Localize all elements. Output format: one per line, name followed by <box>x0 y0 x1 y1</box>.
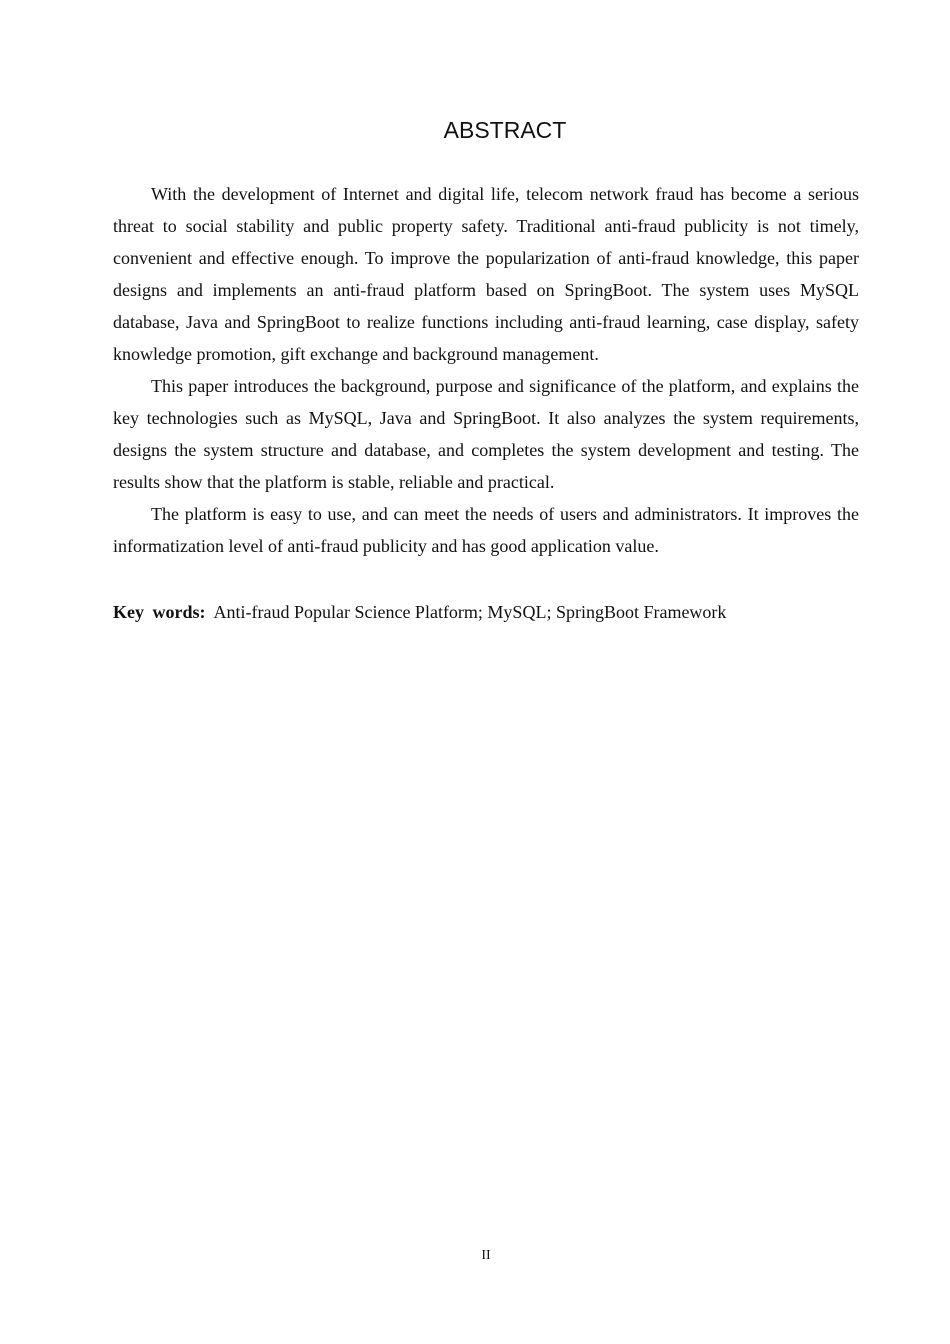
keywords-text: Anti-fraud Popular Science Platform; MySQL; SpringBoot Framework <box>213 602 727 622</box>
abstract-body <box>113 178 859 562</box>
abstract-paragraph-2: This paper introduces the background, purpose and significance of the platform, and explains the key technologies such as MySQL, Java and SpringBoot. It also analyzes the system requirements, designs the system structure and database, and completes the system development and testing. The results show that the platform is stable, reliable and practical. <box>113 376 859 492</box>
keywords-line <box>113 596 859 628</box>
keywords-label: Key words: <box>113 602 206 622</box>
page-number: II <box>481 1248 491 1263</box>
abstract-paragraph-3: The platform is easy to use, and can meet the needs of users and administrators. It improves the informatization level of anti-fraud publicity and has good application value. <box>113 504 859 556</box>
abstract-paragraph-1: With the development of Internet and digital life, telecom network fraud has become a serious threat to social stability and public property safety. Traditional anti-fraud publicity is not timely, convenient and effective enough. To improve the popularization of anti-fraud knowledge, this paper designs and implements an anti-fraud platform based on SpringBoot. The system uses MySQL database, Java and SpringBoot to realize functions including anti-fraud learning, case display, safety knowledge promotion, gift exchange and background management. <box>113 184 859 364</box>
page-title: ABSTRACT <box>443 117 567 143</box>
